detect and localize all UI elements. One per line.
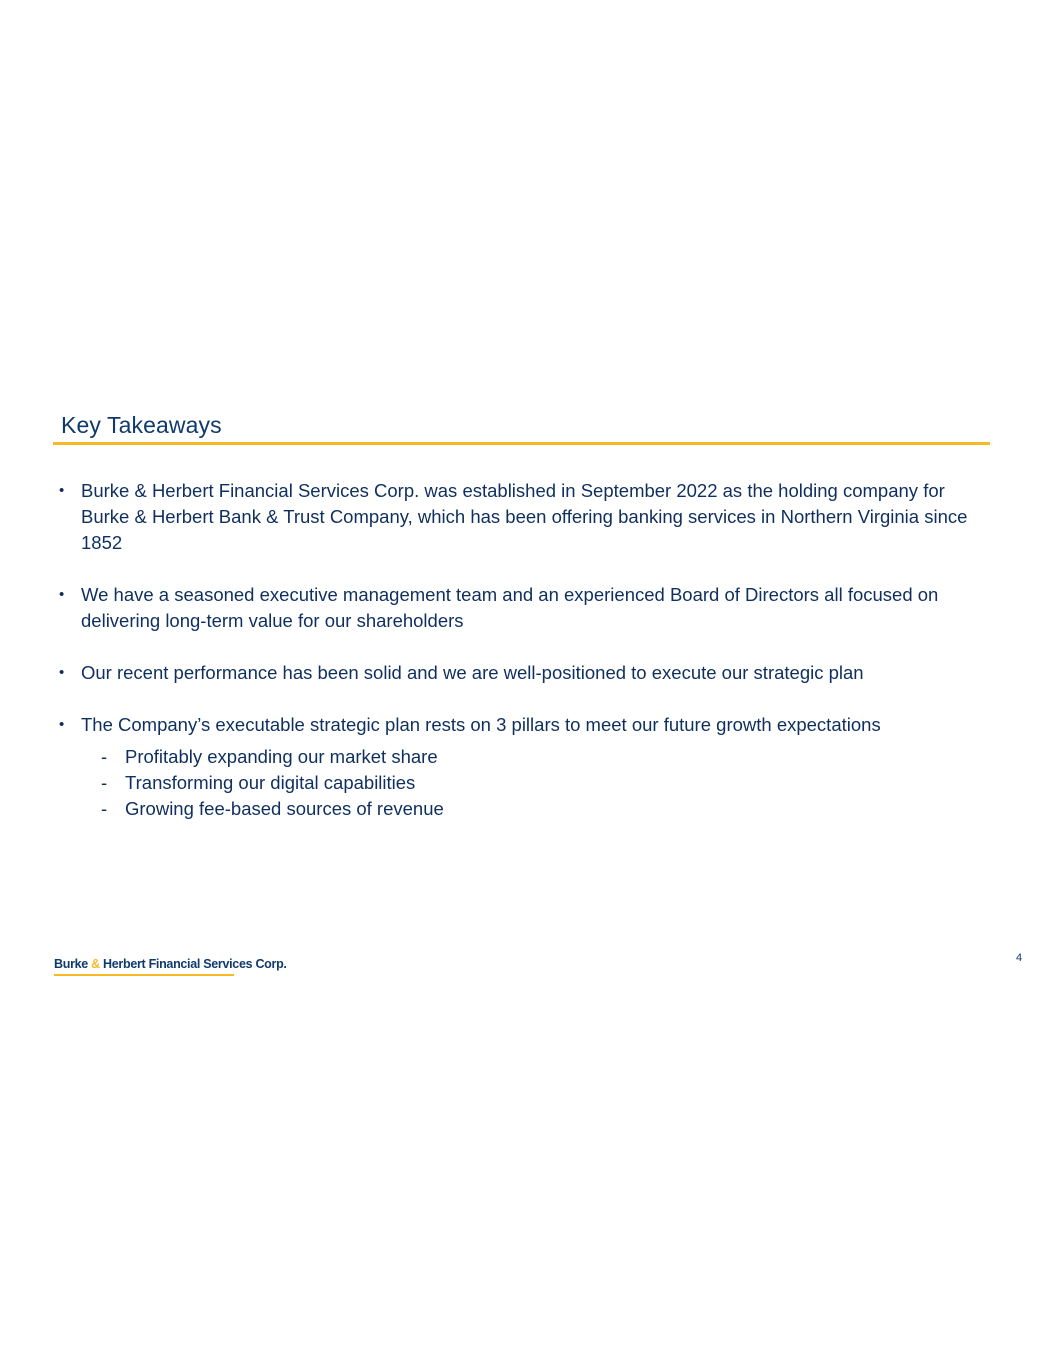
dash-icon: - [101, 772, 108, 793]
pillars-list [81, 744, 989, 822]
pillar-item [81, 796, 989, 822]
list-item [59, 478, 989, 556]
bullet-text: The Company’s executable strategic plan rests on 3 pillars to meet our future growth expectations [81, 714, 881, 735]
title-divider [53, 442, 990, 445]
bullet-icon: • [59, 664, 65, 681]
pillar-text: Profitably expanding our market share [125, 746, 438, 767]
company-logo [54, 957, 287, 971]
list-item [59, 582, 989, 634]
pillar-text: Growing fee-based sources of revenue [125, 798, 444, 819]
logo-text-burke: Burke [54, 957, 88, 971]
dash-icon: - [101, 798, 108, 819]
bullet-icon: • [59, 482, 65, 499]
bullet-icon: • [59, 716, 65, 733]
bullet-icon: • [59, 586, 65, 603]
pillar-text: Transforming our digital capabilities [125, 772, 416, 793]
bullet-text: Burke & Herbert Financial Services Corp. was established in September 2022 as the holding company for Burke & Herbert Bank & Trust Company, which has been offering banking services in Northern Virginia since 1852 [81, 480, 968, 553]
page-number: 4 [1016, 952, 1023, 964]
logo-underline [54, 974, 234, 976]
bullet-text: We have a seasoned executive management team and an experienced Board of Directors all focused on delivering long-term value for our shareholders [81, 584, 939, 631]
slide-title: Key Takeaways [61, 412, 222, 438]
logo-text-herbert: Herbert Financial Services Corp. [103, 957, 287, 971]
pillar-item [81, 744, 989, 770]
list-item [59, 712, 989, 822]
logo-ampersand: & [91, 957, 100, 971]
takeaways-list [59, 478, 989, 848]
list-item [59, 660, 989, 686]
pillar-item [81, 770, 989, 796]
bullet-text: Our recent performance has been solid and we are well-positioned to execute our strategic plan [81, 662, 864, 683]
dash-icon: - [101, 746, 108, 767]
